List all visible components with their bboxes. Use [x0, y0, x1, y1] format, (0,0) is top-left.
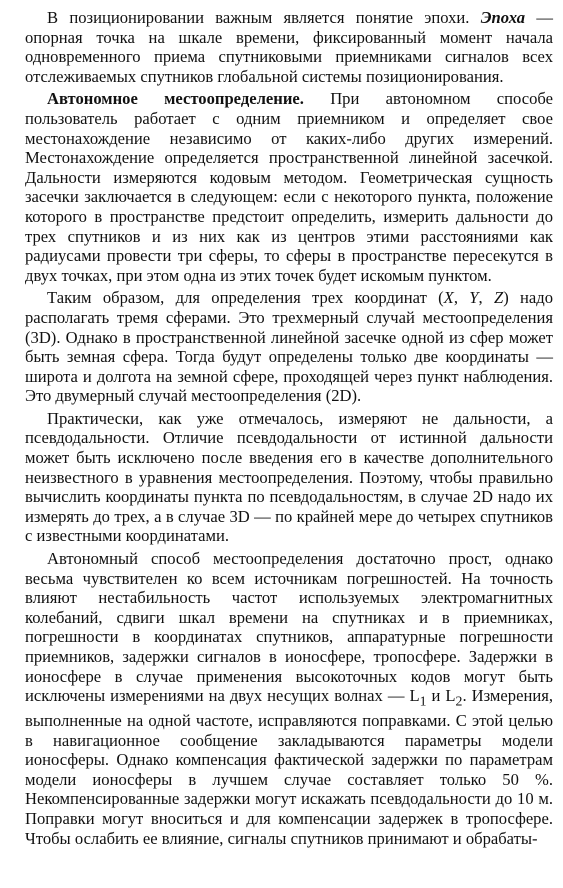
coord-z: Z [493, 288, 504, 308]
paragraph-epoch [25, 8, 553, 86]
text-run: . Измерения, выполненные на одной частоте, исправляются поправками. С этой целью в навигационное сообщение закладываются параметры модели ионосферы. Однако компенсация фактической задержки по параметрам модели ионосферы в лучшем случае составляет только 50 %. Некомпенсированные задержки могут искажать псевдодальности до 10 м. Поправки могут вноситься и для компенсации задержек в тропосфере. Чтобы ослабить ее влияние, сигналы спутников принимают и обрабаты- [25, 686, 553, 848]
text-run: Практически, как уже отмечалось, измеряют не дальности, а псевдодальности. Отличие псевдодальности от истинной дальности может быть исключено после введения его в качестве дополнительного неизвестного в уравнения местоопределения. Поэтому, чтобы правильно вычислить координаты пункта по псевдодальностям, в случае 2D надо их измерять до трех, а в случае 3D — по крайней мере до четырех спутников с известными координатами. [25, 408, 553, 546]
text-run: , [453, 288, 470, 308]
paragraph-errors [25, 549, 553, 848]
term-epoch: Эпоха [480, 8, 526, 27]
text-run: — опорная точка на шкале времени, фиксированный момент начала одновременного приема спутниковыми приемниками сигналов всех отслеживаемых спутников глобальной системы позиционирования. [25, 8, 553, 86]
subscript: 2 [455, 693, 463, 709]
text-run: При автономном способе пользователь работает с одним приемником и определяет свое местонахождение независимо от каких-либо других измерений. Местонахождение определяется пространственной линейной засечкой. Дальности измеряются кодовым методом. Геометрическая сущность засечки заключается в следующем: если с некоторого пункта, положение которого в пространстве предстоит определить, измерить дальности до трех спутников и из них как из центров этими расстояниями как радиусами провести три сферы, то сферы в пространстве пересекутся в двух точках, при этом одна из этих точек будет искомым пунктом. [25, 89, 554, 285]
text-run: Таким образом, для определения трех координат ( [47, 288, 444, 308]
text-run: Автономный способ местоопределения достаточно прост, однако весьма чувствителен ко всем источникам погрешностей. На точность влияют нестабильность частот используемых электромагнитных колебаний, сдвиги шкал времени на спутниках и в приемниках, погрешности в координатах спутников, аппаратурные погрешности приемников, задержки сигналов в ионосфере, тропосфере. Задержки в ионосфере в случае применения высокоточных кодов могут быть исключены измерениями на двух несущих волнах — L [25, 549, 553, 706]
text-run: и L [426, 686, 456, 706]
subscript: 1 [419, 693, 427, 709]
coord-x: X [443, 288, 454, 308]
section-heading: Автономное местоопределение. [47, 89, 304, 109]
text-run: ) надо располагать тремя сферами. Это трехмерный случай местоопределения (3D). Однако в пространственной линейной засечке одной из сфер может быть земная сфера. Тогда будут определены только две координаты — широта и долгота на земной сфере, проходящей через пункт наблюдения. Это двумерный случай местоопределения (2D). [25, 288, 554, 406]
document-page [25, 8, 553, 851]
paragraph-pseudoranges [25, 409, 553, 546]
text-run: , [478, 288, 494, 308]
coord-y: Y [469, 288, 479, 308]
paragraph-coordinates [25, 288, 553, 406]
paragraph-autonomous [25, 89, 553, 285]
text-run: В позиционировании важным является понятие эпохи. [47, 8, 481, 27]
